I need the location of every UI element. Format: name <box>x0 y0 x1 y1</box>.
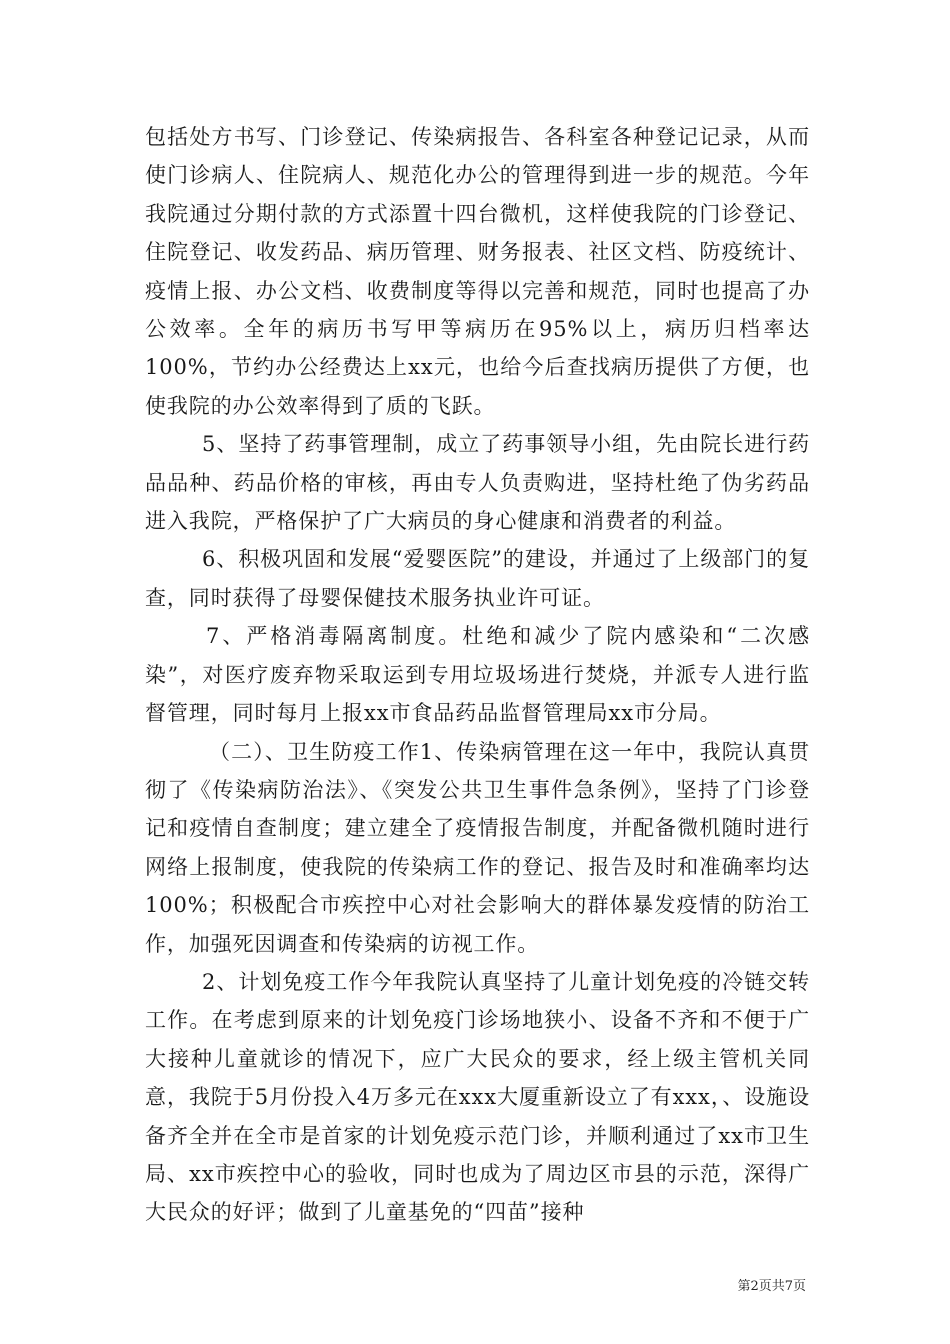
paragraph-1: 包括处方书写、门诊登记、传染病报告、各科室各种登记记录，从而使门诊病人、住院病人、规范化办公的管理得到进一步的规范。今年我院通过分期付款的方式添置十四台微机，这样使我院的门诊登记、住院登记、收发药品、病历管理、财务报表、社区文档、防疫统计、疫情上报、办公文档、收费制度等得以完善和规范，同时也提高了办公效率。全年的病历书写甲等病历在95%以上，病历归档率达100%，节约办公经费达上xx元，也给今后查找病历提供了方便，也使我院的办公效率得到了质的飞跃。 <box>145 125 810 418</box>
paragraph-3: 6、积极巩固和发展“爱婴医院”的建设，并通过了上级部门的复查，同时获得了母婴保健技术服务执业许可证。 <box>145 547 810 610</box>
page-number-footer: 第2页共7页 <box>737 1279 806 1294</box>
document-body <box>145 118 810 1232</box>
paragraph-6: 2、计划免疫工作今年我院认真坚持了儿童计划免疫的冷链交转工作。在考虑到原来的计划免疫门诊场地狭小、设备不齐和不便于广大接种儿童就诊的情况下，应广大民众的要求，经上级主管机关同意，我院于5月份投入4万多元在xxx大厦重新设立了有xxx，、设施设备齐全并在全市是首家的计划免疫示范门诊，并顺利通过了xx市卫生局、xx市疾控中心的验收，同时也成为了周边区市县的示范，深得广大民众的好评；做到了儿童基免的“四苗”接种 <box>145 969 810 1225</box>
paragraph-5: （二）、卫生防疫工作1、传染病管理在这一年中，我院认真贯彻了《传染病防治法》、《突发公共卫生事件急条例》，坚持了门诊登记和疫情自查制度；建立建全了疫情报告制度，并配备微机随时进行网络上报制度，使我院的传染病工作的登记、报告及时和准确率均达100%；积极配合市疾控中心对社会影响大的群体暴发疫情的防治工作，加强死因调查和传染病的访视工作。 <box>145 739 810 956</box>
paragraph-2: 5、坚持了药事管理制，成立了药事领导小组，先由院长进行药品品种、药品价格的审核，再由专人负责购进，坚持杜绝了伪劣药品进入我院，严格保护了广大病员的身心健康和消费者的利益。 <box>145 432 810 534</box>
paragraph-4: 7、严格消毒隔离制度。杜绝和减少了院内感染和“二次感染”，对医疗废弃物采取运到专用垃圾场进行焚烧，并派专人进行监督管理，同时每月上报xx市食品药品监督管理局xx市分局。 <box>145 624 810 726</box>
